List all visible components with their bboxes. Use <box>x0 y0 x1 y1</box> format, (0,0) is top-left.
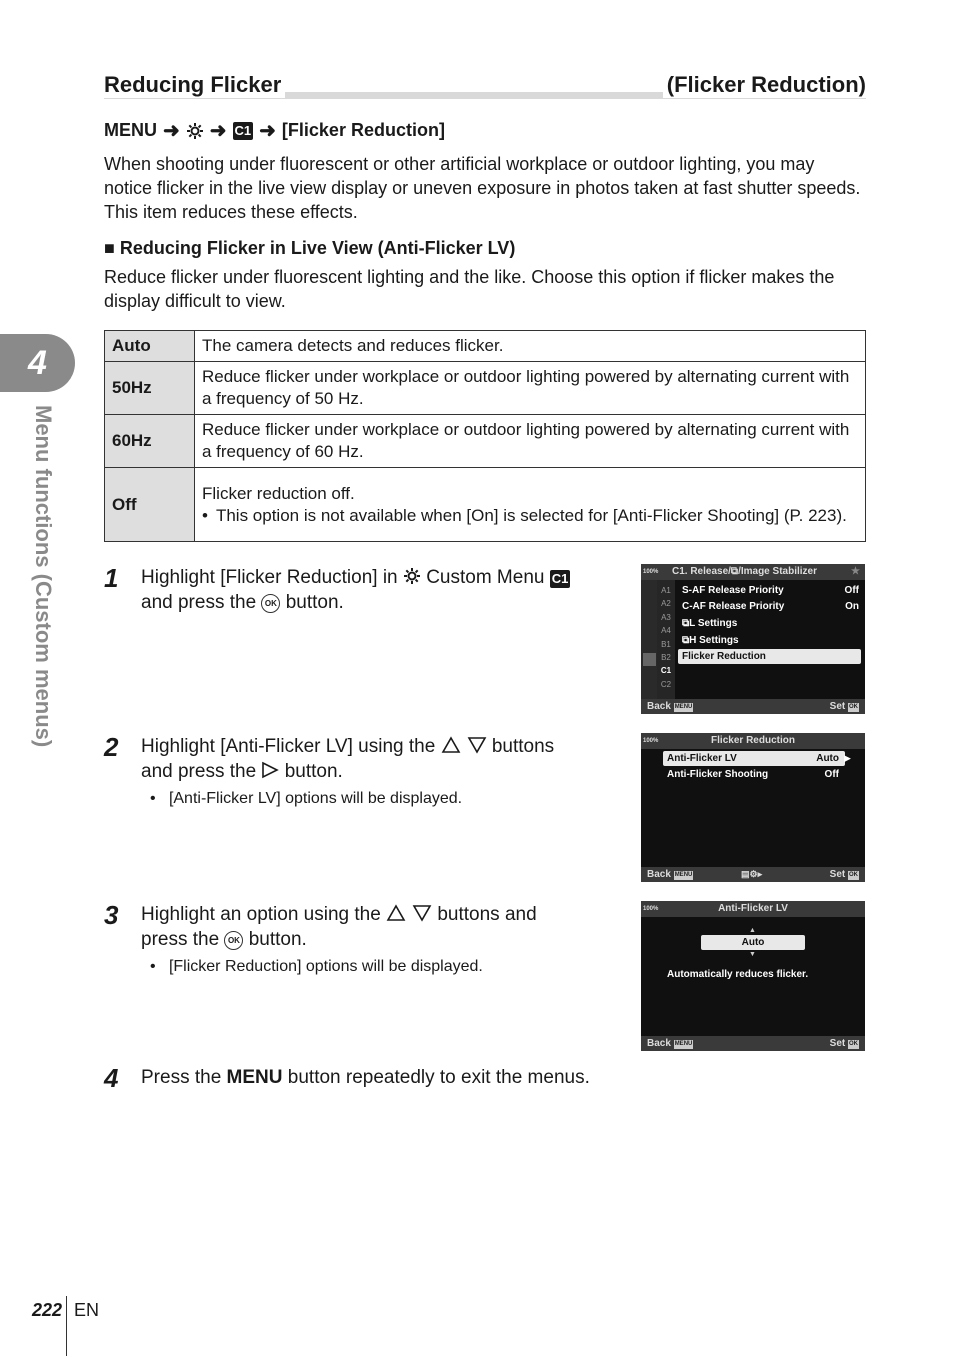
step-text-part: Highlight [Anti-Flicker LV] using the <box>141 736 436 757</box>
menu-item-value: On <box>845 601 859 612</box>
step-text-part: button. <box>248 929 307 950</box>
step-text-part: Custom Menu <box>426 567 545 588</box>
menu-word: MENU <box>226 1067 283 1088</box>
step-text-part: Press the <box>141 1067 222 1088</box>
back-label: Back <box>647 701 671 712</box>
menu-item-label: ⧉L Settings <box>682 618 738 629</box>
option-key: Auto <box>105 331 195 362</box>
back-hint <box>647 1036 693 1051</box>
camera-screen-flicker-reduction <box>641 733 865 882</box>
tab-a1[interactable]: A1 <box>661 586 671 595</box>
screen-title: Anti-Flicker LV <box>718 903 788 914</box>
step-bullet: • [Flicker Reduction] options will be displayed. <box>150 958 483 975</box>
screen-header <box>641 901 865 917</box>
step-number: 1 <box>104 563 119 593</box>
menu-item-label: ⧉H Settings <box>682 635 739 646</box>
step-bullet: • [Anti-Flicker LV] options will be displayed. <box>150 790 463 807</box>
camera-screen-custom-menu <box>641 564 865 714</box>
option-note <box>202 505 858 527</box>
step-bullet-text: [Flicker Reduction] options will be displayed. <box>168 958 483 975</box>
ok-button-icon: OK <box>224 931 243 950</box>
menu-item[interactable] <box>678 599 865 614</box>
option-description: Flicker reduction off. <box>202 483 355 503</box>
screen-title: C1. Release/⧉/Image Stabilizer <box>672 566 817 577</box>
language-code: EN <box>74 1300 100 1320</box>
step-text-part: button. <box>284 761 343 782</box>
menu-item-label: Flicker Reduction <box>682 651 766 662</box>
right-arrow-icon <box>261 761 279 779</box>
step-text-part: press the <box>141 929 220 950</box>
option-description-cell <box>195 468 866 542</box>
gear-icon <box>403 567 421 585</box>
intro-paragraph: When shooting under fluorescent or other artificial workplace or outdoor lighting, you may notice flicker in the live view display or uneven exposure in photos taken at fast shutter speeds. This item reduces these effects. <box>104 154 861 222</box>
footer-divider <box>66 1296 67 1356</box>
chapter-number: 4 <box>28 344 47 382</box>
table-row <box>105 362 866 415</box>
step-text-part: and press the <box>141 761 257 782</box>
menu-item-label: S-AF Release Priority <box>682 585 784 596</box>
arrow-icon: ➜ <box>209 120 227 142</box>
menu-item-label: C-AF Release Priority <box>682 601 785 612</box>
menu-item-selected[interactable] <box>678 649 861 664</box>
zoom-indicator: 100% <box>643 906 659 912</box>
step-text-part: Highlight [Flicker Reduction] in <box>141 567 398 588</box>
screen-footer <box>641 1036 865 1051</box>
ok-badge: OK <box>849 704 858 710</box>
step-bullet-text: [Anti-Flicker LV] options will be displayed. <box>168 790 463 807</box>
up-arrow-icon: ▲ <box>749 927 756 934</box>
menu-badge: MENU <box>674 872 693 878</box>
option-key: 50Hz <box>105 362 195 415</box>
option-description: Reduce flicker under workplace or outdoor lighting powered by alternating current with a frequency of 50 Hz. <box>195 362 866 415</box>
menu-item-value: Off <box>844 585 859 596</box>
screen-header <box>641 564 865 580</box>
screen-footer <box>641 867 865 882</box>
back-hint <box>647 699 693 714</box>
step-text-part: buttons <box>491 736 555 757</box>
set-hint <box>830 699 859 714</box>
table-row <box>105 468 866 542</box>
up-down-arrows-icon <box>386 904 432 922</box>
custom-menu-c1-icon: C1 <box>551 571 569 586</box>
square-bullet-icon: ■ <box>104 238 115 258</box>
step-number: 4 <box>104 1063 119 1093</box>
subsection-paragraph: Reduce flicker under fluorescent lighting and the like. Choose this option if flicker makes the display difficult to view. <box>104 267 835 311</box>
step-text-part: Highlight an option using the <box>141 904 381 925</box>
menu-item[interactable] <box>678 633 865 648</box>
page-title-function: (Flicker Reduction) <box>663 72 866 98</box>
menu-item-label: Anti-Flicker Shooting <box>667 769 769 780</box>
category-column <box>641 580 657 699</box>
page-number: 222 <box>32 1300 63 1320</box>
zoom-indicator: 100% <box>643 738 659 744</box>
tab-b1[interactable]: B1 <box>661 639 671 649</box>
step-text <box>141 565 611 615</box>
menu-badge: MENU <box>674 704 693 710</box>
gear-icon-selected <box>643 653 656 666</box>
ok-button-icon: OK <box>261 594 280 613</box>
menu-path <box>104 118 445 143</box>
menu-item[interactable] <box>678 616 865 631</box>
ok-badge: OK <box>849 872 858 878</box>
screen-title: Flicker Reduction <box>711 735 795 746</box>
camera-screen-anti-flicker-lv <box>641 901 865 1051</box>
menu-item-value: Auto <box>816 753 839 764</box>
up-down-arrows-icon <box>441 736 487 754</box>
option-key: Off <box>105 468 195 542</box>
option-description: The camera detects and reduces flicker. <box>195 331 866 362</box>
option-key: 60Hz <box>105 415 195 468</box>
back-label: Back <box>647 869 671 880</box>
menu-item-value: Off <box>824 769 839 780</box>
chapter-label: Menu functions (Custom menus) <box>31 405 56 748</box>
set-hint <box>830 867 859 882</box>
arrow-icon: ➜ <box>163 120 180 142</box>
option-note-text: This option is not available when [On] is selected for [Anti-Flicker Shooting] (P. 223). <box>215 505 847 525</box>
bullet-icon: • <box>202 505 208 525</box>
menu-item[interactable] <box>663 767 845 782</box>
menu-word: MENU <box>104 120 157 140</box>
menu-target: [Flicker Reduction] <box>281 120 445 140</box>
tab-a3[interactable]: A3 <box>661 612 671 622</box>
set-hint <box>830 1036 859 1051</box>
screen-footer <box>641 699 865 714</box>
screen-header <box>641 733 865 749</box>
step-text-part: buttons and <box>437 904 537 925</box>
ok-badge: OK <box>849 1041 858 1047</box>
option-description: Automatically reduces flicker. <box>667 969 809 980</box>
step-text <box>141 734 611 784</box>
tab-column <box>657 580 675 703</box>
tab-a2[interactable]: A2 <box>661 599 671 609</box>
navigate-icon: ▤⚙▸ <box>741 869 763 879</box>
table-row <box>105 415 866 468</box>
tab-c2[interactable]: C2 <box>660 679 672 689</box>
down-arrow-icon: ▼ <box>749 951 756 958</box>
set-label: Set <box>829 701 846 712</box>
step-text-part: button repeatedly to exit the menus. <box>287 1067 590 1088</box>
menu-badge: MENU <box>674 1041 693 1047</box>
back-hint <box>647 867 693 882</box>
menu-item-label: Anti-Flicker LV <box>667 753 737 764</box>
step-text-part: button. <box>285 592 344 613</box>
set-label: Set <box>829 1038 846 1049</box>
option-description: Reduce flicker under workplace or outdoor lighting powered by alternating current with a frequency of 60 Hz. <box>195 415 866 468</box>
table-row <box>105 331 866 362</box>
menu-item-selected[interactable] <box>663 751 845 766</box>
subsection-heading <box>104 238 515 259</box>
step-text <box>141 1065 741 1090</box>
step-text <box>141 902 611 952</box>
zoom-indicator: 100% <box>643 569 659 575</box>
set-label: Set <box>829 869 846 880</box>
step-number: 2 <box>104 732 119 762</box>
step-number: 3 <box>104 900 119 930</box>
right-arrow-icon: ▶ <box>844 753 851 763</box>
tab-b2[interactable]: B2 <box>661 653 671 663</box>
page-title: Reducing Flicker <box>104 72 285 98</box>
arrow-icon: ➜ <box>259 120 276 142</box>
tab-a4[interactable]: A4 <box>661 626 671 636</box>
tab-c1[interactable]: C1 <box>660 666 672 676</box>
menu-item[interactable] <box>678 583 865 598</box>
star-icon: ★ <box>851 566 860 577</box>
back-label: Back <box>647 1038 671 1049</box>
step-text-part: and press the <box>141 592 257 613</box>
options-table <box>104 330 866 542</box>
custom-menu-c1-icon: C1 <box>234 122 252 138</box>
subsection-heading-text: Reducing Flicker in Live View (Anti-Flicker LV) <box>119 238 516 258</box>
option-selector[interactable]: Auto <box>701 935 805 950</box>
gear-icon <box>186 122 204 140</box>
